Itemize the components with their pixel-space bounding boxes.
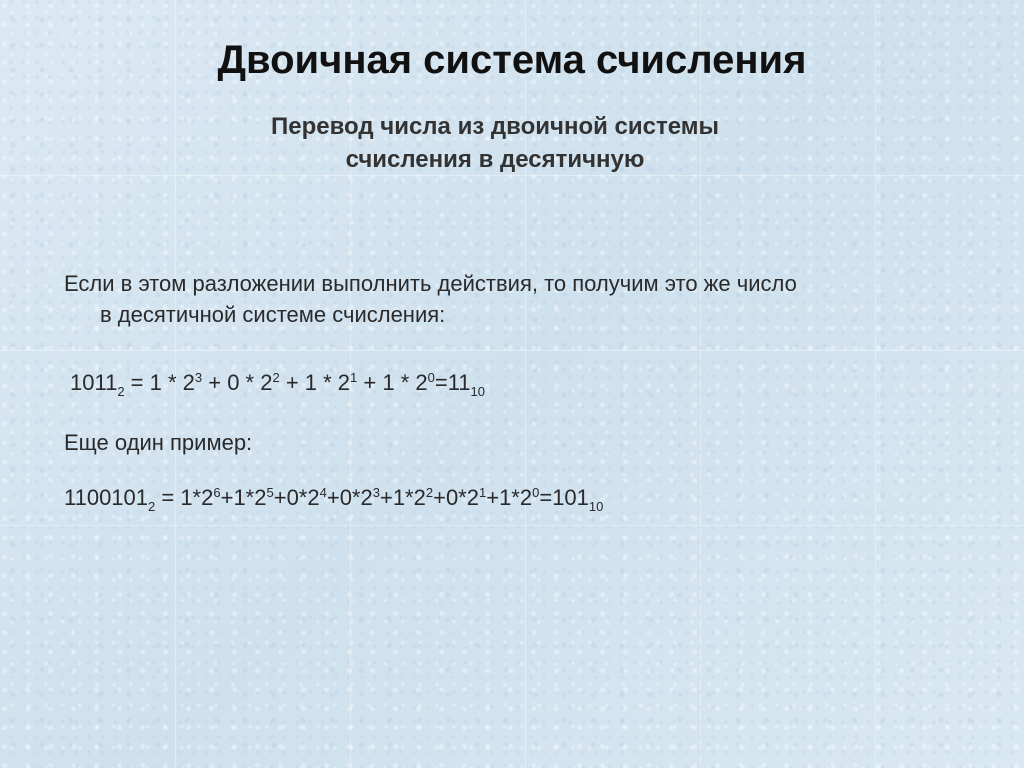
decimal-result: =101 xyxy=(539,485,589,510)
formula-term: +0*2 xyxy=(433,485,479,510)
formula-term: +1*2 xyxy=(379,485,426,510)
paragraph-line-2: в десятичной системе счисления: xyxy=(100,302,446,327)
exponent: 2 xyxy=(272,370,280,385)
slide-title: Двоичная система счисления xyxy=(217,38,807,82)
subtitle-line-2: счисления в десятичную xyxy=(345,146,645,173)
exponent: 5 xyxy=(266,485,274,500)
slide-subtitle xyxy=(200,110,790,176)
formula-term: +1*2 xyxy=(220,485,267,510)
formula-term: + 1 * 2 xyxy=(279,370,351,395)
formula-term: +0*2 xyxy=(273,485,320,510)
paragraph-line-1: Если в этом разложении выполнить действия, то получим это же число xyxy=(64,271,797,296)
another-example-label: Еще один пример: xyxy=(64,430,253,455)
exponent: 1 xyxy=(350,370,358,385)
exponent: 2 xyxy=(425,485,434,500)
background-seam xyxy=(0,350,1024,351)
subtitle-line-1: Перевод числа из двоичной системы xyxy=(270,113,720,140)
formula-example-2 xyxy=(64,480,603,520)
exponent: 3 xyxy=(194,370,203,385)
base-subscript: 2 xyxy=(148,499,156,514)
formula-term: + 1 * 2 xyxy=(357,370,428,395)
exponent: 6 xyxy=(213,485,221,500)
formula-term: +1*2 xyxy=(486,485,533,510)
exponent: 1 xyxy=(478,485,487,500)
binary-number: 1100101 xyxy=(64,485,149,510)
decimal-result: =11 xyxy=(434,370,471,395)
formula-example-1 xyxy=(70,365,485,405)
base-subscript: 10 xyxy=(470,384,486,399)
exponent: 0 xyxy=(532,485,540,500)
formula-term: = 1*2 xyxy=(155,485,214,510)
base-subscript: 2 xyxy=(117,384,125,399)
background-seam xyxy=(0,525,1024,526)
background-seam xyxy=(875,0,876,768)
formula-term: + 0 * 2 xyxy=(202,370,273,395)
formula-term: = 1 * 2 xyxy=(124,370,195,395)
exponent: 4 xyxy=(319,485,327,500)
base-subscript: 10 xyxy=(588,499,604,514)
exponent: 0 xyxy=(427,370,435,385)
binary-number: 1011 xyxy=(70,370,118,395)
formula-term: +0*2 xyxy=(326,485,373,510)
explanation-paragraph xyxy=(64,268,964,330)
exponent: 3 xyxy=(372,485,380,500)
